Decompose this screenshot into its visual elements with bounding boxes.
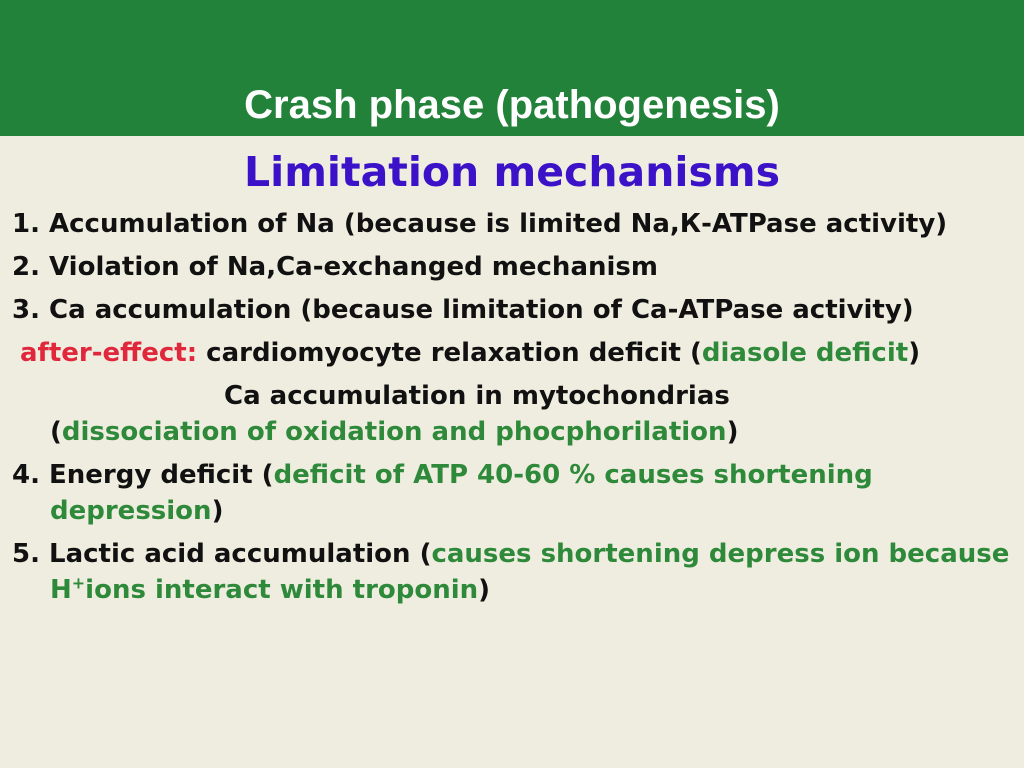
slide-subtitle: Limitation mechanisms (244, 148, 780, 196)
item4-highlight: deficit of ATP 40-60 % causes shortening depression (50, 460, 873, 526)
item5-highlight-a: causes shortening depress ion because H (50, 539, 1010, 605)
item5-highlight-b: ions interact with troponin (85, 575, 479, 605)
slide-body (12, 206, 1017, 615)
item5-close: ) (478, 575, 491, 605)
item5-superscript: + (71, 573, 86, 593)
ca-mito-line: Ca accumulation in mytochondrias (224, 381, 730, 411)
list-item-5 (12, 536, 1017, 608)
ca-mito-detail (12, 414, 1017, 450)
after-effect-line (12, 335, 1017, 371)
after-effect-close: ) (908, 338, 921, 368)
list-item-4 (12, 457, 1017, 529)
slide-title: Crash phase (pathogenesis) (244, 83, 780, 127)
list-item-1: 1. Accumulation of Na (because is limited Na,К-ATPase activity) (12, 209, 948, 239)
after-effect-text: cardiomyocyte relaxation deficit ( (197, 338, 702, 368)
item5-text: 5. Lactic acid accumulation ( (12, 539, 432, 569)
after-effect-highlight: diasole deficit (701, 338, 909, 368)
item4-text: 4. Energy deficit ( (12, 460, 274, 490)
ca-open: ( (50, 417, 62, 447)
list-item-2: 2. Violation of Na,Ca-exchanged mechanism (12, 252, 658, 282)
item4-close: ) (211, 496, 224, 526)
list-item-3: 3. Ca accumulation (because limitation of Ca-ATPase activity) (12, 295, 914, 325)
ca-highlight: dissociation of oxidation and phocphorilation (61, 417, 727, 447)
ca-close: ) (726, 417, 739, 447)
after-effect-label: after-effect: (20, 338, 198, 368)
